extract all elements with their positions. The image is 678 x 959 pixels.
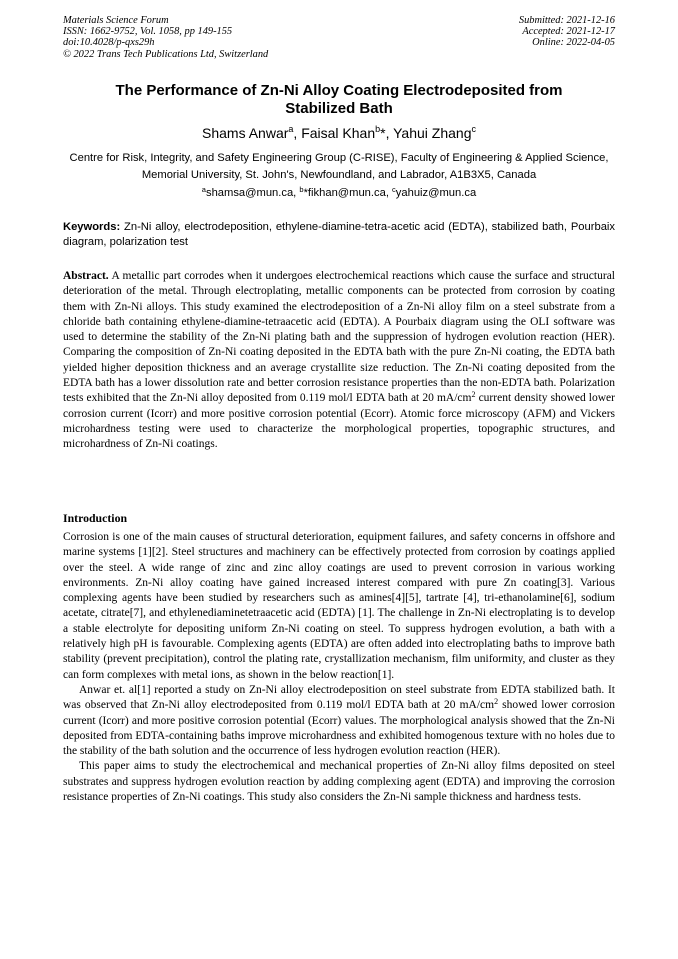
issn-volume: ISSN: 1662-9752, Vol. 1058, pp 149-155: [63, 26, 233, 38]
paper-title: The Performance of Zn-Ni Alloy Coating Electrodeposited from Stabilized Bath: [115, 82, 563, 117]
abstract: [63, 269, 615, 453]
abstract-text-part2: current density showed lower corrosion current (Icorr) and more positive corrosion potential (Ecorr). Atomic force microscopy (AFM) and Vickers microhardness testing were used to characterize the morphological properties, topographic structures, and microhardness of Zn-Ni coatings.: [63, 392, 615, 451]
abstract-label: Abstract.: [63, 270, 109, 282]
author-superscript: a: [288, 124, 294, 134]
author-superscript: b: [375, 124, 381, 134]
section-heading-introduction: Introduction: [63, 511, 128, 525]
intro-paragraph-3: This paper aims to study the electrochemical and mechanical properties of Zn-Ni alloy films deposited on steel substrates and suppress hydrogen evolution reaction by adding complexing agent (EDTA) and improving the corrosion resistance properties of Zn-Ni coatings. This study also considers the Zn-Ni sample thickness and hardness tests.: [63, 760, 615, 804]
online-date: Online: 2022-04-05: [532, 37, 615, 49]
keywords-text: Zn-Ni alloy, electrodeposition, ethylene-diamine-tetra-acetic acid (EDTA), stabilized bath, Pourbaix diagram, polarization test: [63, 221, 615, 248]
author-separator: *,: [380, 125, 394, 141]
author-name: Yahui Zhang: [393, 125, 472, 141]
email-text: shamsa@mun.ca,: [205, 187, 300, 199]
intro-paragraph-2: [63, 683, 615, 759]
author-list: [63, 124, 615, 142]
keywords: [63, 220, 615, 249]
email-superscript: b: [299, 185, 304, 194]
journal-header-left: [63, 15, 268, 60]
intro-paragraph-1: Corrosion is one of the main causes of structural deterioration, equipment failures, and safety concerns in offshore and marine systems [1][2]. Steel structures and machinery can be effectively protected from corrosion by coatings applied over the steel. A wide range of zinc and zinc alloy coatings are used to prevent corrosion in various working environments. Zn-Ni alloy coating have gained increased interest compared with pure Zn coating[3]. Various complexing agents have been studied by researchers such as amines[4][5], tartrate [4], tri-ethanolamine[6], sodium acetate, citrate[7], and ethylenediaminetetraacetic acid (EDTA) [1]. The challenge in Zn-Ni electroplating is to develop a stable electrolyte for depositing uniform Zn-Ni coating on steel. To suppress hydrogen evolution, a bath with a relatively high pH is favourable. Complexing agents (EDTA) are often added into electroplating baths to improve bath stability (prevent precipitation), control the plating rate, crystallization mechanism, film uniformity, and cluster as they can form complexes with metal ions, as shown in the below reaction[1].: [63, 531, 615, 681]
abstract-text-part1: A metallic part corrodes when it undergoes electrochemical reactions which cause the surface and structural deterioration of the metal. Through electroplating, metallic components can be protected from corrosion by coating them with Zn-Ni alloys. This study examined the electrodeposition of a Zn-Ni alloy film on a steel substrate from a chloride bath containing ethylene-diamine-tetraacetic acid (EDTA). A Pourbaix diagram using the OLI software was used to determine the stability of the Zn-Ni plating bath and the suppression of hydrogen evolution reaction (HER). Comparing the composition of Zn-Ni coating deposited in the EDTA bath with the pure Zn-Ni coating, the EDTA bath yielded higher deposition thickness and an average crystallite size reduction. The Zn-Ni coating deposited from the EDTA bath has a lower dissolution rate and better corrosion resistance properties than the non-EDTA bath. Polarization tests exhibited that the Zn-Ni alloy deposited from 0.119 mol/l EDTA bath at 20 mA/cm: [63, 270, 615, 405]
author-separator: ,: [293, 125, 302, 141]
intro-paragraph-2-part1: Anwar et. al[1] reported a study on Zn-Ni alloy electrodeposition on steel substrate from EDTA stabilized bath. It was observed that Zn-Ni alloy electrodeposited from 0.119 mol/l EDTA bath at 20 mA/cm: [63, 683, 615, 712]
doi: doi:10.4028/p-qxs29h: [63, 37, 155, 49]
introduction-body: [63, 530, 615, 805]
submitted-date: Submitted: 2021-12-16: [518, 15, 615, 26]
intro-paragraph-2-part2: showed lower corrosion current (Icorr) and more positive corrosion potential (Ecorr) values. The morphological analysis showed that the Zn-Ni deposited from EDTA-containing baths improve microhardness and exhibited homogenous texture with no holes due to the stability of the bath solution and the occurrence of less hydrogen evolution reaction (HER).: [63, 699, 615, 758]
journal-header-right: [519, 15, 615, 49]
email-superscript: c: [392, 185, 396, 194]
keywords-label: Keywords:: [63, 221, 121, 233]
abstract-superscript: 2: [471, 390, 476, 400]
author-name: Faisal Khan: [301, 125, 376, 141]
author-emails: [63, 186, 615, 200]
email-text: yahuiz@mun.ca: [395, 187, 477, 199]
email-text: *fikhan@mun.ca,: [303, 187, 393, 199]
accepted-date: Accepted: 2021-12-17: [522, 26, 615, 38]
journal-name: Materials Science Forum: [63, 15, 169, 26]
affiliation: Centre for Risk, Integrity, and Safety Engineering Group (C-RISE), Faculty of Engineering & Applied Science, Memorial University, St. John's, Newfoundland, and Labrador, A1B3X5, Canada: [69, 152, 609, 181]
email-superscript: a: [201, 185, 206, 194]
author-name: Shams Anwar: [202, 125, 289, 141]
copyright: © 2022 Trans Tech Publications Ltd, Switzerland: [63, 48, 269, 60]
author-superscript: c: [471, 124, 476, 134]
intro-superscript: 2: [494, 697, 499, 707]
